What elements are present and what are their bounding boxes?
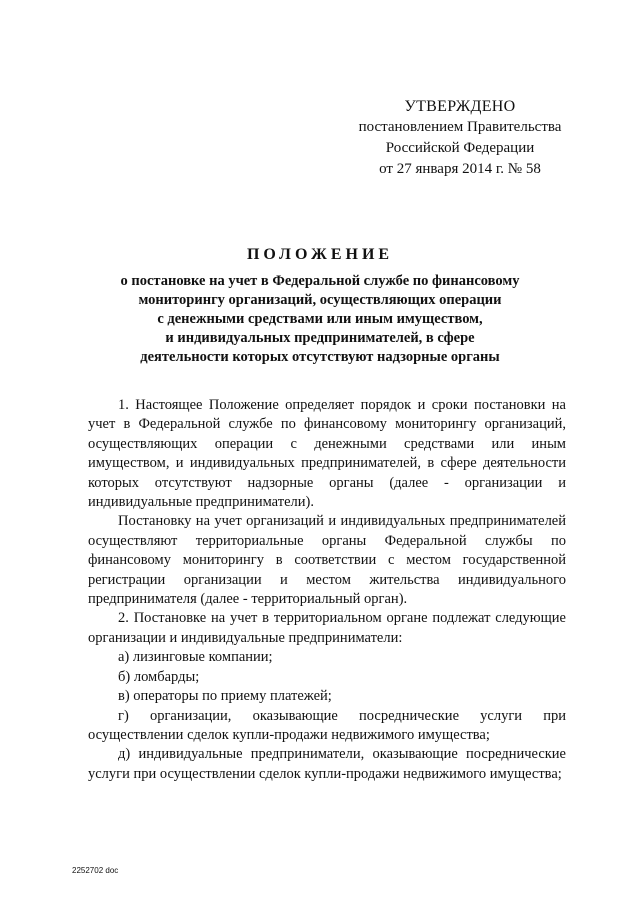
approval-line: Российской Федерации <box>385 140 535 156</box>
subtitle-line: мониторингу организаций, осуществляющих операции <box>138 292 502 308</box>
approval-block <box>340 96 580 180</box>
subtitle-line: о постановке на учет в Федеральной службе по финансовому <box>120 273 520 289</box>
paragraph: 2. Постановке на учет в территориальном органе подлежат следующие организации и индивидуальные предприниматели: <box>88 610 566 646</box>
approval-date: от 27 января 2014 г. № 58 <box>379 161 541 177</box>
document-title: ПОЛОЖЕНИЕ <box>246 246 394 263</box>
list-item: в) операторы по приему платежей; <box>118 688 332 705</box>
subtitle-line: с денежными средствами или иным имуществом, <box>157 311 483 327</box>
subtitle-line: и индивидуальных предпринимателей, в сфере <box>165 330 475 346</box>
list-item: г) организации, оказывающие посреднические услуги при осуществлении сделок купли-продажи недвижимого имущества; <box>88 707 566 743</box>
list-item: б) ломбарды; <box>118 668 200 685</box>
document-body <box>88 396 566 784</box>
approval-line: постановлением Правительства <box>358 119 562 135</box>
approval-heading: УТВЕРЖДЕНО <box>404 98 516 115</box>
paragraph: Постановку на учет организаций и индивидуальных предпринимателей осуществляют территориальные органы Федеральной службы по финансовому мониторингу в соответствии с местом государственной регистрации организации и местом жительства индивидуального предпринимателя (далее - территориальный орган). <box>88 513 566 608</box>
subtitle-line: деятельности которых отсутствуют надзорные органы <box>140 349 500 365</box>
list-item: а) лизинговые компании; <box>118 649 273 666</box>
file-reference: 2252702 doc <box>72 866 119 875</box>
document-subtitle <box>100 272 540 367</box>
paragraph: 1. Настоящее Положение определяет порядок и сроки постановки на учет в Федеральной службе по финансовому мониторингу организаций, осуществляющих операции с денежными средствами или иным имуществом, и индивидуальных предпринимателей, в сфере деятельности которых отсутствуют надзорные органы (далее - организации и индивидуальные предприниматели). <box>88 397 566 511</box>
list-item: д) индивидуальные предприниматели, оказывающие посреднические услуги при осуществлении сделок купли-продажи недвижимого имущества; <box>88 746 566 782</box>
